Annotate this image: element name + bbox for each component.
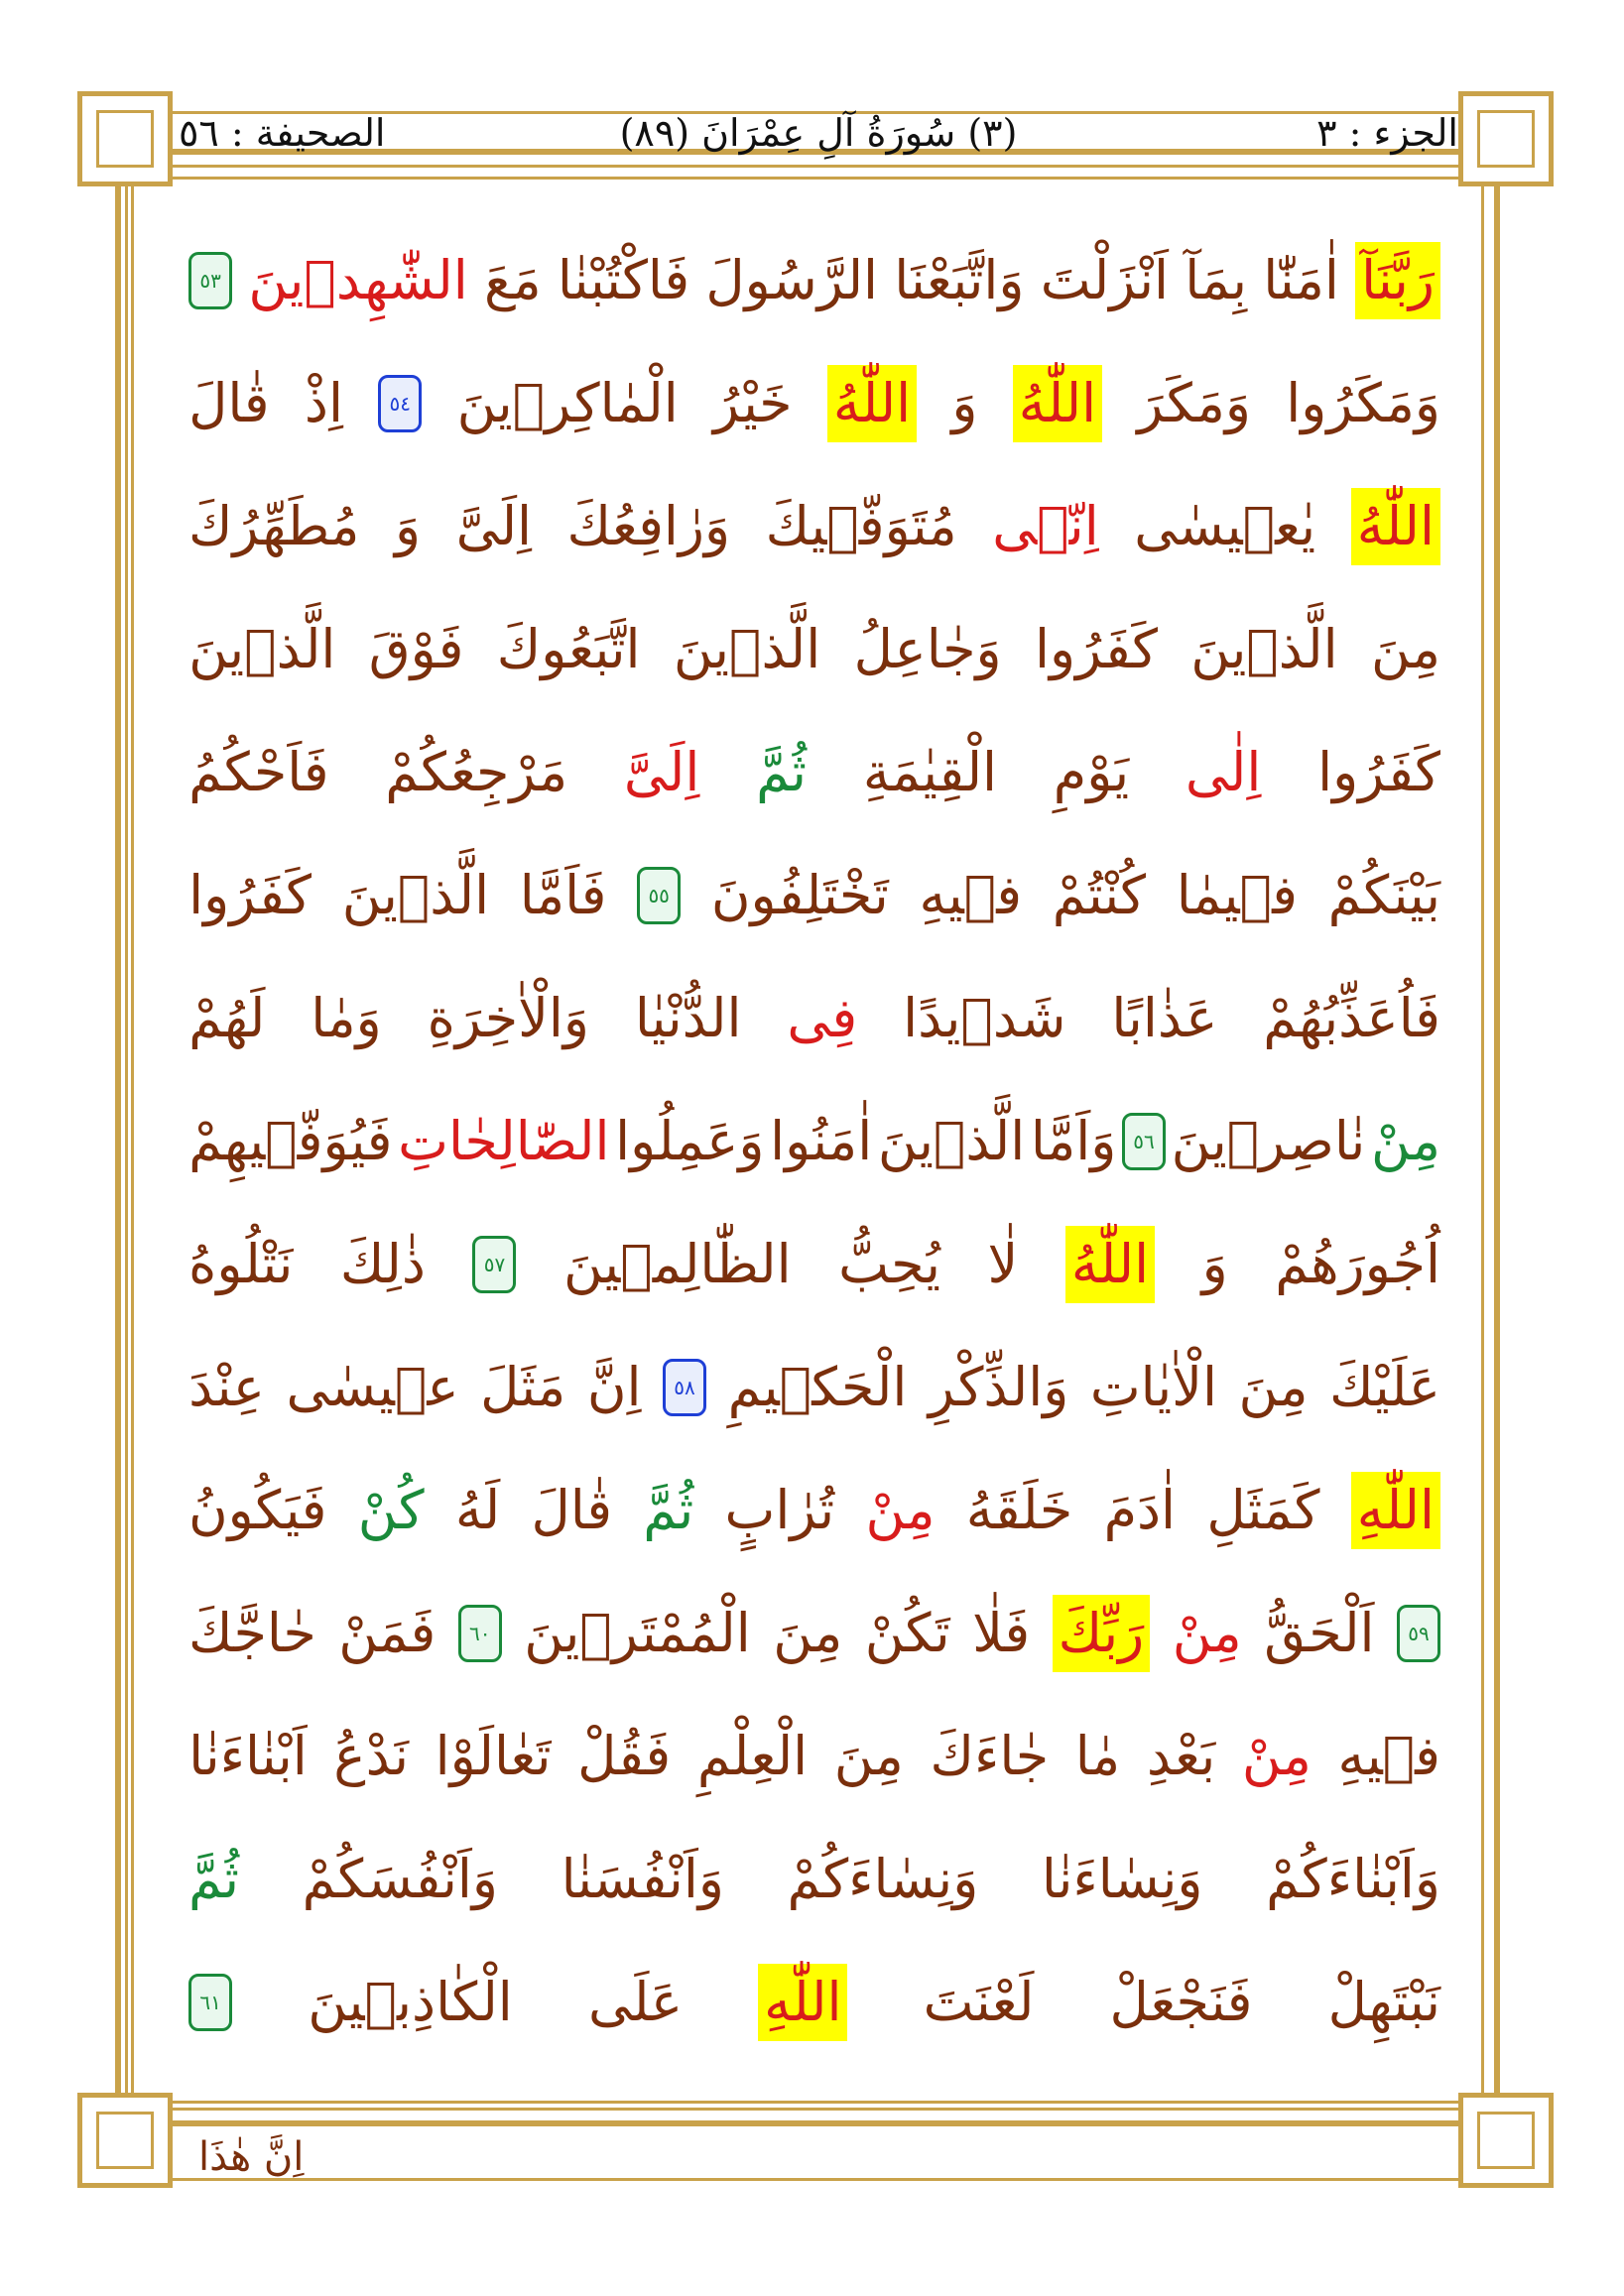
text-line <box>188 1948 1440 2057</box>
word: وَنِسٰاءَنٰا <box>1041 1848 1203 1910</box>
word: اُجُورَهُمْ <box>1275 1233 1440 1295</box>
quran-text-body <box>188 226 1440 2091</box>
ayah-number-marker: ٦١ <box>188 1974 232 2031</box>
word: نَدْعُ <box>333 1725 410 1787</box>
text-line <box>188 595 1440 704</box>
word: قٰالَ <box>531 1479 613 1541</box>
word: مُطَهِّرُكَ <box>188 495 360 557</box>
word: عَلَيْكَ <box>1329 1356 1440 1418</box>
word: الْقِيٰمَةِ <box>862 741 998 803</box>
word: وَمٰا <box>311 987 382 1049</box>
frame-bottom-rule <box>173 2178 1458 2181</box>
word: لَهُمْ <box>188 987 266 1049</box>
word: وَالْاٰخِرَةِ <box>427 987 589 1049</box>
word: لَهُ <box>454 1479 501 1541</box>
word: ذٰلِكَ <box>339 1233 426 1295</box>
text-line <box>188 1210 1440 1319</box>
word: خَلَقَهُ <box>965 1479 1073 1541</box>
word: وَجٰاعِلُ <box>853 618 1002 680</box>
word: وَاَنْفُسَكُمْ <box>302 1848 498 1910</box>
word: فَاَمَّا <box>519 864 607 926</box>
word: الَّذٖينَ <box>1190 618 1338 680</box>
ayah-number-marker: ٥٧ <box>472 1236 516 1293</box>
word: ثُمَّ <box>643 1479 694 1541</box>
word: مِنَ <box>1238 1356 1309 1418</box>
word: الرَّسُولَ <box>705 249 879 311</box>
ayah-number-marker: ٥٤ <box>378 375 422 432</box>
word: فَوْقَ <box>368 618 464 680</box>
word: فَنَجْعَلْ <box>1109 1971 1253 2033</box>
word: مِنَ <box>1370 618 1440 680</box>
frame-corner-bottom-left <box>77 2093 173 2188</box>
highlighted-word: اللّٰهُ <box>1351 488 1440 565</box>
word: خَيْرُ <box>713 372 793 434</box>
highlighted-word: رَبَّنَآ <box>1355 242 1440 319</box>
word: اَنْزَلْتَ <box>1040 249 1170 311</box>
word: بِمَآ <box>1185 249 1247 311</box>
word: اِلٰى <box>1185 741 1262 803</box>
text-line <box>188 1579 1440 1688</box>
word: مِنَ <box>833 1725 904 1787</box>
text-line <box>188 1702 1440 1811</box>
frame-corner-bottom-right <box>1458 2093 1554 2188</box>
word: عِنْدَ <box>188 1356 265 1418</box>
highlighted-word: اللّٰهِ <box>1351 1472 1440 1549</box>
word: اتَّبَعُوكَ <box>496 618 641 680</box>
word: نَتْلُوهُ <box>188 1233 294 1295</box>
juz-label: الجزء : ٣ <box>1316 111 1458 155</box>
word: الَّذٖينَ <box>341 864 490 926</box>
word: اِنّٖى <box>992 495 1099 557</box>
word: فٖيهِ <box>919 864 1023 926</box>
word: كَفَرُوا <box>188 864 312 926</box>
surah-title: (٣) سُورَةُ آلِ عِمْرَانَ (٨٩) <box>619 111 1018 155</box>
word: عٖيسٰى <box>286 1356 459 1418</box>
text-line <box>188 349 1440 458</box>
word: اِلَىَّ <box>623 741 700 803</box>
word: جٰاءَكَ <box>930 1725 1050 1787</box>
word: وَمَكَرَ <box>1137 372 1251 434</box>
word: كَفَرُوا <box>1317 741 1440 803</box>
word: الَّذٖينَ <box>673 618 821 680</box>
highlighted-word: اللّٰهِ <box>758 1964 847 2041</box>
word: وَعَمِلُوا <box>615 1110 765 1172</box>
word: الْاٰيٰاتِ <box>1089 1356 1217 1418</box>
word: بَعْدِ <box>1146 1725 1216 1787</box>
word: مِنْ <box>865 1479 936 1541</box>
word: وَالذِّكْرِ <box>928 1356 1069 1418</box>
word: نَبْتَهِلْ <box>1327 1971 1440 2033</box>
ayah-number-marker: ٥٨ <box>663 1359 706 1416</box>
text-line <box>188 1456 1440 1565</box>
word: مِنْ <box>1172 1602 1242 1664</box>
word: وَمَكَرُوا <box>1286 372 1440 434</box>
text-line <box>188 472 1440 581</box>
text-line <box>188 964 1440 1073</box>
word: ثُمَّ <box>188 1848 240 1910</box>
word: فٖيهِ <box>1337 1725 1440 1787</box>
ayah-number-marker: ٥٣ <box>188 252 232 309</box>
word: مَثَلَ <box>480 1356 566 1418</box>
word: اٰمَنُوا <box>770 1110 873 1172</box>
word: كُنْ <box>357 1479 425 1541</box>
word: تَخْتَلِفُونَ <box>710 864 889 926</box>
word: كُنْتُمْ <box>1052 864 1146 926</box>
catchword: اِنَّ هٰذَا <box>198 2134 305 2180</box>
word: وَاَمَّا <box>1030 1110 1117 1172</box>
word: فَقُلْ <box>577 1725 672 1787</box>
page-number: الصحيفة : ٥٦ <box>179 111 386 155</box>
word: فَاكْتُبْنٰا <box>557 249 690 311</box>
word: فَيَكُونُ <box>188 1479 327 1541</box>
word: فٖيمٰا <box>1176 864 1298 926</box>
word: مَعَ <box>483 249 542 311</box>
word: الدُّنْيٰا <box>634 987 742 1049</box>
word: يٰعٖيسٰى <box>1134 495 1316 557</box>
word: كَفَرُوا <box>1035 618 1158 680</box>
text-line <box>188 226 1440 335</box>
ayah-number-marker: ٥٥ <box>637 867 681 924</box>
word: مَرْجِعُكُمْ <box>385 741 568 803</box>
highlighted-word: رَبِّكَ <box>1053 1595 1151 1672</box>
word: فَاَحْكُمُ <box>188 741 329 803</box>
frame-left-rule <box>125 186 128 2093</box>
word: الصّٰالِحٰاتِ <box>398 1110 610 1172</box>
frame-header-rule <box>173 177 1458 180</box>
word: بَيْنَكُمْ <box>1327 864 1440 926</box>
word: نٰاصِرٖينَ <box>1171 1110 1366 1172</box>
word: مٰا <box>1074 1725 1121 1787</box>
word: كَمَثَلِ <box>1206 1479 1320 1541</box>
frame-footer-rule <box>173 2101 1458 2104</box>
word: شَدٖيدًا <box>903 987 1066 1049</box>
word: وَاَنْفُسَنٰا <box>561 1848 724 1910</box>
word: الَّذٖينَ <box>877 1110 1026 1172</box>
highlighted-word: اللّٰهُ <box>1065 1226 1155 1303</box>
frame-corner-top-right <box>1458 91 1554 186</box>
word: اِلَىَّ <box>455 495 533 557</box>
text-line <box>188 1333 1440 1442</box>
word: وَ <box>951 372 978 434</box>
word: اٰمَنّٰا <box>1263 249 1339 311</box>
ayah-number-marker: ٥٩ <box>1397 1605 1440 1662</box>
word: وَنِسٰاءَكُمْ <box>787 1848 979 1910</box>
word: وَ <box>1201 1233 1228 1295</box>
word: الْمُمْتَرٖينَ <box>524 1602 751 1664</box>
frame-corner-top-left <box>77 91 173 186</box>
word: وَاتَّبَعْنَا <box>894 249 1025 311</box>
word: وَ <box>394 495 422 557</box>
word: لٰا <box>987 1233 1019 1295</box>
frame-right-rule <box>1496 186 1499 2093</box>
word: الْكٰاذِبٖينَ <box>308 1971 513 2033</box>
word: فَلٰا <box>972 1602 1031 1664</box>
word: تَكُنْ <box>864 1602 950 1664</box>
word: فِى <box>787 987 858 1049</box>
word: الْحَكٖيمِ <box>727 1356 908 1418</box>
word: مُتَوَفّٖيكَ <box>765 495 957 557</box>
word: فَيُوَفّٖيهِمْ <box>188 1110 393 1172</box>
word: مِنْ <box>1370 1110 1440 1172</box>
text-line <box>188 1825 1440 1934</box>
text-line <box>188 718 1440 827</box>
word: يَوْمِ <box>1053 741 1130 803</box>
word: الْمٰاكِرٖينَ <box>456 372 679 434</box>
page-header <box>179 111 1458 171</box>
word: فَاُعَذِّبُهُمْ <box>1263 987 1440 1049</box>
ayah-number-marker: ٦٠ <box>458 1605 502 1662</box>
word: ثُمَّ <box>756 741 808 803</box>
word: مِنْ <box>1241 1725 1312 1787</box>
word: تَعٰالَوْا <box>435 1725 552 1787</box>
word: الشّٰهِدٖينَ <box>248 249 468 311</box>
word: يُحِبُّ <box>838 1233 941 1295</box>
word: حٰاجَّكَ <box>188 1602 316 1664</box>
ayah-number-marker: ٥٦ <box>1122 1113 1166 1170</box>
word: تُرٰابٍ <box>724 1479 835 1541</box>
word: الظّٰالِمٖينَ <box>562 1233 792 1295</box>
word: قٰالَ <box>188 372 270 434</box>
word: وَاَبْنٰاءَكُمْ <box>1266 1848 1440 1910</box>
word: عَلَى <box>587 1971 684 2033</box>
word: فَمَنْ <box>338 1602 437 1664</box>
word: اِنَّ <box>586 1356 642 1418</box>
word: اٰدَمَ <box>1103 1479 1177 1541</box>
word: اَبْنٰاءَنٰا <box>188 1725 308 1787</box>
word: لَعْنَتَ <box>923 1971 1035 2033</box>
word: وَرٰافِعُكَ <box>566 495 731 557</box>
text-line <box>188 1087 1440 1196</box>
word: مِنَ <box>773 1602 843 1664</box>
highlighted-word: اللّٰهُ <box>827 365 917 442</box>
word: عَذٰابًا <box>1111 987 1218 1049</box>
word: الَّذٖينَ <box>188 618 336 680</box>
highlighted-word: اللّٰهُ <box>1013 365 1102 442</box>
text-line <box>188 841 1440 950</box>
word: اَلْحَقُّ <box>1264 1602 1375 1664</box>
word: اِذْ <box>304 372 343 434</box>
word: الْعِلْمِ <box>696 1725 809 1787</box>
